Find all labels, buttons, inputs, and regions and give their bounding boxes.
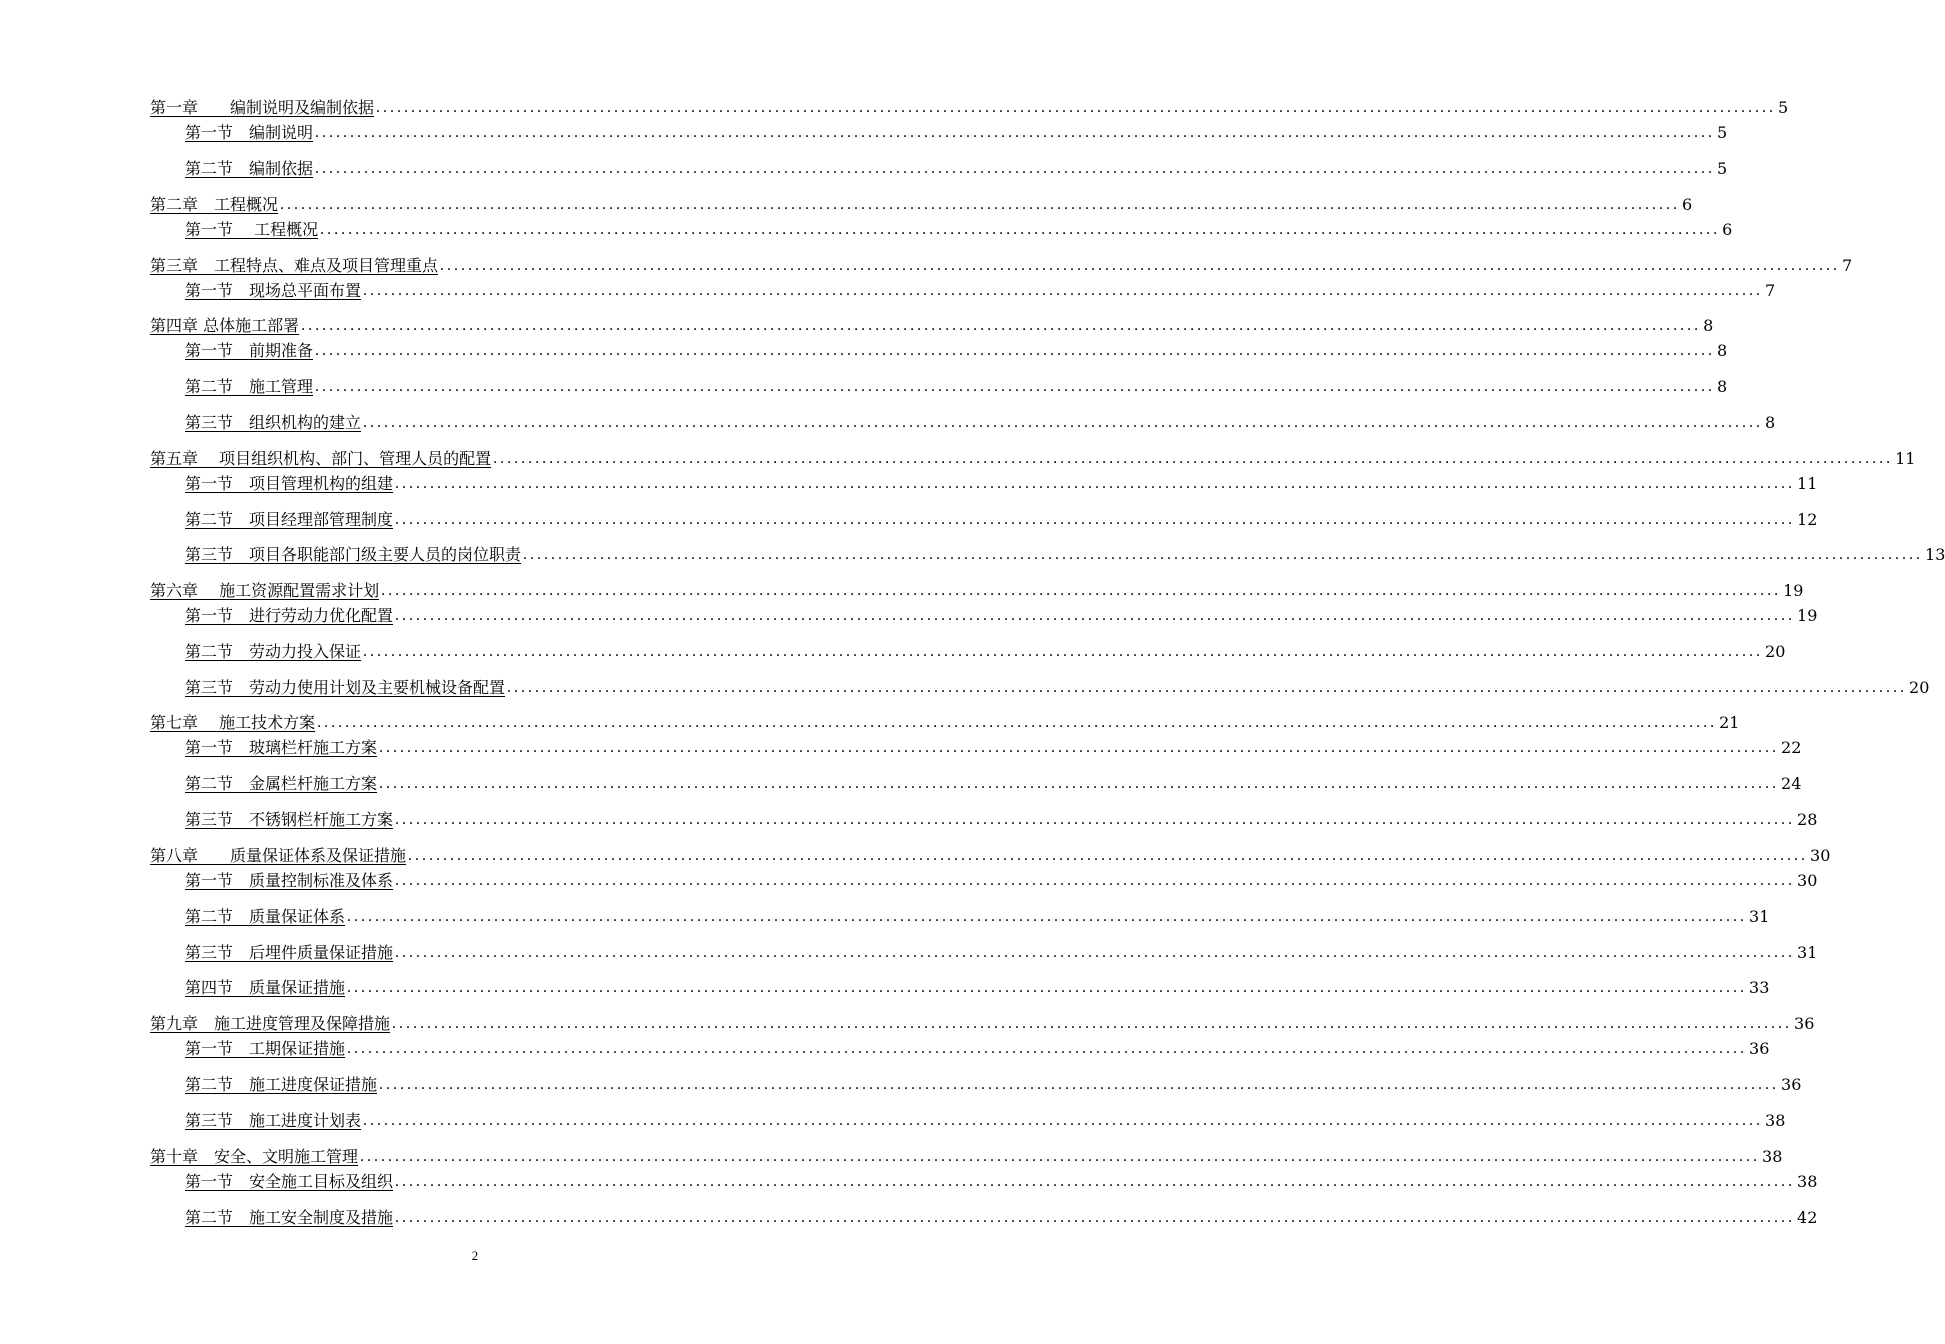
toc-entry-page: 6 <box>1682 195 1693 214</box>
toc-entry-page: 22 <box>1781 738 1802 757</box>
dot-leader: ........................................................................................................................................................................................................ <box>360 1148 1761 1165</box>
dot-leader: ........................................................................................................................................................................................................ <box>280 196 1681 213</box>
dot-leader: ........................................................................................................................................................................................................ <box>395 811 1796 828</box>
toc-entry-title[interactable]: 第二节 质量保证体系 <box>185 907 346 926</box>
toc-entry-page: 13 <box>1925 545 1945 564</box>
toc-entry-title[interactable]: 第一节 工期保证措施 <box>185 1039 346 1058</box>
toc-entry-title[interactable]: 第一节 现场总平面布置 <box>185 281 362 300</box>
toc-section-entry[interactable] <box>185 121 1728 143</box>
dot-leader: ........................................................................................................................................................................................................ <box>363 1112 1764 1129</box>
toc-entry-page: 38 <box>1762 1147 1783 1166</box>
toc-section-entry[interactable] <box>185 808 1818 830</box>
toc-section-entry[interactable] <box>185 1206 1818 1228</box>
dot-leader: ........................................................................................................................................................................................................ <box>363 414 1764 431</box>
dot-leader: ........................................................................................................................................................................................................ <box>381 582 1782 599</box>
toc-entry-page: 8 <box>1717 377 1728 396</box>
toc-entry-page: 28 <box>1797 810 1818 829</box>
toc-entry-title[interactable]: 第三节 不锈钢栏杆施工方案 <box>185 810 394 829</box>
dot-leader: ........................................................................................................................................................................................................ <box>395 607 1796 624</box>
dot-leader: ........................................................................................................................................................................................................ <box>315 378 1716 395</box>
dot-leader: ........................................................................................................................................................................................................ <box>408 847 1809 864</box>
toc-entry-page: 21 <box>1719 713 1740 732</box>
dot-leader: ........................................................................................................................................................................................................ <box>395 1209 1796 1226</box>
toc-entry-title[interactable]: 第二节 编制依据 <box>185 159 314 178</box>
dot-leader: ........................................................................................................................................................................................................ <box>347 1040 1748 1057</box>
toc-entry-title[interactable]: 第一节 玻璃栏杆施工方案 <box>185 738 378 757</box>
toc-entry-title[interactable]: 第二节 施工进度保证措施 <box>185 1075 378 1094</box>
dot-leader: ........................................................................................................................................................................................................ <box>301 317 1702 334</box>
toc-section-entry[interactable] <box>185 676 1930 698</box>
toc-chapter-entry[interactable] <box>150 1012 1815 1034</box>
toc-section-entry[interactable] <box>185 1170 1818 1192</box>
toc-chapter-entry[interactable] <box>150 579 1804 601</box>
dot-leader: ........................................................................................................................................................................................................ <box>347 908 1748 925</box>
toc-entry-page: 31 <box>1797 943 1818 962</box>
toc-entry-page: 12 <box>1797 510 1818 529</box>
dot-leader: ........................................................................................................................................................................................................ <box>440 257 1841 274</box>
toc-entry-page: 36 <box>1794 1014 1815 1033</box>
dot-leader: ........................................................................................................................................................................................................ <box>379 775 1780 792</box>
toc-entry-title[interactable]: 第四节 质量保证措施 <box>185 978 346 997</box>
dot-leader: ........................................................................................................................................................................................................ <box>315 124 1716 141</box>
dot-leader: ........................................................................................................................................................................................................ <box>395 1173 1796 1190</box>
toc-chapter-entry[interactable] <box>150 711 1740 733</box>
toc-entry-page: 7 <box>1765 281 1776 300</box>
toc-entry-title[interactable]: 第一节 工程概况 <box>185 220 319 239</box>
dot-leader: ........................................................................................................................................................................................................ <box>493 450 1894 467</box>
toc-entry-page: 5 <box>1778 98 1789 117</box>
toc-entry-title[interactable]: 第三节 后埋件质量保证措施 <box>185 943 394 962</box>
toc-entry-title[interactable]: 第一节 前期准备 <box>185 341 314 360</box>
toc-entry-page: 20 <box>1765 642 1786 661</box>
toc-section-entry[interactable] <box>185 157 1728 179</box>
toc-entry-page: 19 <box>1797 606 1818 625</box>
toc-entry-page: 8 <box>1717 341 1728 360</box>
toc-entry-page: 42 <box>1797 1208 1818 1227</box>
dot-leader: ........................................................................................................................................................................................................ <box>379 1076 1780 1093</box>
dot-leader: ........................................................................................................................................................................................................ <box>379 739 1780 756</box>
toc-chapter-entry[interactable] <box>150 844 1831 866</box>
toc-section-entry[interactable] <box>185 218 1733 240</box>
toc-section-entry[interactable] <box>185 1109 1786 1131</box>
toc-section-entry[interactable] <box>185 976 1770 998</box>
toc-entry-title[interactable]: 第一节 项目管理机构的组建 <box>185 474 394 493</box>
toc-entry-title[interactable]: 第三节 项目各职能部门级主要人员的岗位职责 <box>185 545 522 564</box>
toc-entry-title[interactable]: 第二节 项目经理部管理制度 <box>185 510 394 529</box>
toc-entry-page: 38 <box>1797 1172 1818 1191</box>
toc-entry-page: 6 <box>1722 220 1733 239</box>
dot-leader: ........................................................................................................................................................................................................ <box>363 643 1764 660</box>
toc-entry-title[interactable]: 第一节 进行劳动力优化配置 <box>185 606 394 625</box>
dot-leader: ........................................................................................................................................................................................................ <box>317 714 1718 731</box>
toc-chapter-entry[interactable] <box>150 254 1853 276</box>
toc-entry-title[interactable]: 第一节 编制说明 <box>185 123 314 142</box>
toc-entry-title[interactable]: 第八章 质量保证体系及保证措施 <box>150 846 407 865</box>
toc-section-entry[interactable] <box>185 736 1802 758</box>
toc-section-entry[interactable] <box>185 1037 1770 1059</box>
dot-leader: ........................................................................................................................................................................................................ <box>507 679 1908 696</box>
toc-entry-page: 30 <box>1797 871 1818 890</box>
toc-entry-title[interactable]: 第九章 施工进度管理及保障措施 <box>150 1014 391 1033</box>
dot-leader: ........................................................................................................................................................................................................ <box>315 342 1716 359</box>
dot-leader: ........................................................................................................................................................................................................ <box>376 99 1777 116</box>
toc-entry-title[interactable]: 第五章 项目组织机构、部门、管理人员的配置 <box>150 449 492 468</box>
toc-section-entry[interactable] <box>185 279 1776 301</box>
toc-section-entry[interactable] <box>185 508 1818 530</box>
toc-entry-page: 8 <box>1765 413 1776 432</box>
toc-entry-page: 30 <box>1810 846 1831 865</box>
toc-entry-page: 31 <box>1749 907 1770 926</box>
dot-leader: ........................................................................................................................................................................................................ <box>320 221 1721 238</box>
toc-entry-page: 5 <box>1717 159 1728 178</box>
dot-leader: ........................................................................................................................................................................................................ <box>363 282 1764 299</box>
dot-leader: ........................................................................................................................................................................................................ <box>392 1015 1793 1032</box>
dot-leader: ........................................................................................................................................................................................................ <box>523 546 1924 563</box>
toc-entry-page: 8 <box>1703 316 1714 335</box>
toc-section-entry[interactable] <box>185 604 1818 626</box>
dot-leader: ........................................................................................................................................................................................................ <box>395 511 1796 528</box>
toc-entry-page: 24 <box>1781 774 1802 793</box>
toc-entry-title[interactable]: 第六章 施工资源配置需求计划 <box>150 581 380 600</box>
dot-leader: ........................................................................................................................................................................................................ <box>395 944 1796 961</box>
toc-entry-title[interactable]: 第二节 金属栏杆施工方案 <box>185 774 378 793</box>
toc-entry-title[interactable]: 第一章 编制说明及编制依据 <box>150 98 375 117</box>
toc-section-entry[interactable] <box>185 869 1818 891</box>
dot-leader: ........................................................................................................................................................................................................ <box>395 872 1796 889</box>
toc-section-entry[interactable] <box>185 772 1802 794</box>
toc-entry-title[interactable]: 第三节 劳动力使用计划及主要机械设备配置 <box>185 678 506 697</box>
toc-entry-title[interactable]: 第二节 施工管理 <box>185 377 314 396</box>
toc-chapter-entry[interactable] <box>150 193 1693 215</box>
toc-chapter-entry[interactable] <box>150 314 1714 336</box>
toc-section-entry[interactable] <box>185 411 1776 433</box>
dot-leader: ........................................................................................................................................................................................................ <box>347 979 1748 996</box>
toc-chapter-entry[interactable] <box>150 447 1916 469</box>
toc-entry-title[interactable]: 第三章 工程特点、难点及项目管理重点 <box>150 256 439 275</box>
toc-entry-title[interactable]: 第二节 施工安全制度及措施 <box>185 1208 394 1227</box>
toc-section-entry[interactable] <box>185 1073 1802 1095</box>
toc-entry-title[interactable]: 第三节 施工进度计划表 <box>185 1111 362 1130</box>
toc-entry-page: 7 <box>1842 256 1853 275</box>
toc-entry-title[interactable]: 第二节 劳动力投入保证 <box>185 642 362 661</box>
toc-entry-title[interactable]: 第七章 施工技术方案 <box>150 713 316 732</box>
page-number: 2 <box>471 1248 479 1263</box>
toc-section-entry[interactable] <box>185 941 1818 963</box>
toc-entry-title[interactable]: 第十章 安全、文明施工管理 <box>150 1147 359 1166</box>
dot-leader: ........................................................................................................................................................................................................ <box>395 475 1796 492</box>
toc-entry-page: 36 <box>1749 1039 1770 1058</box>
toc-entry-page: 11 <box>1797 474 1818 493</box>
toc-entry-page: 36 <box>1781 1075 1802 1094</box>
dot-leader: ........................................................................................................................................................................................................ <box>315 160 1716 177</box>
toc-entry-page: 20 <box>1909 678 1930 697</box>
toc-entry-page: 19 <box>1783 581 1804 600</box>
toc-section-entry[interactable] <box>185 472 1818 494</box>
toc-section-entry[interactable] <box>185 339 1728 361</box>
toc-entry-page: 33 <box>1749 978 1770 997</box>
toc-entry-page: 5 <box>1717 123 1728 142</box>
toc-chapter-entry[interactable] <box>150 1145 1783 1167</box>
toc-entry-title[interactable]: 第四章 总体施工部署 <box>150 316 300 335</box>
toc-entry-title[interactable]: 第一节 安全施工目标及组织 <box>185 1172 394 1191</box>
toc-entry-title[interactable]: 第一节 质量控制标准及体系 <box>185 871 394 890</box>
toc-entry-title[interactable]: 第二章 工程概况 <box>150 195 279 214</box>
toc-section-entry[interactable] <box>185 905 1770 927</box>
toc-section-entry[interactable] <box>185 375 1728 397</box>
toc-section-entry[interactable] <box>185 640 1786 662</box>
toc-section-entry[interactable] <box>185 543 1945 565</box>
toc-entry-title[interactable]: 第三节 组织机构的建立 <box>185 413 362 432</box>
toc-entry-page: 11 <box>1895 449 1916 468</box>
toc-entry-page: 38 <box>1765 1111 1786 1130</box>
toc-chapter-entry[interactable] <box>150 96 1789 118</box>
